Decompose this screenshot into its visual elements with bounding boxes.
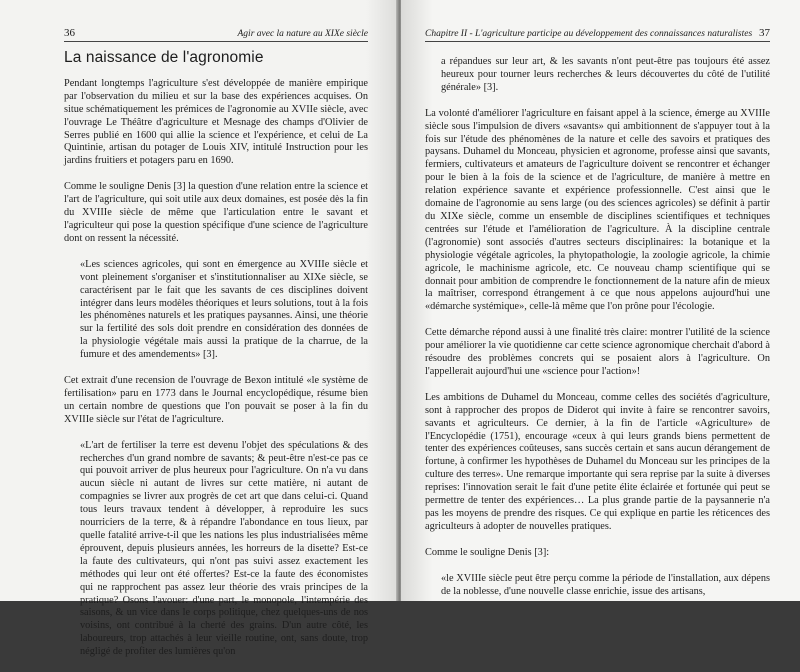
block-quote: «L'art de fertiliser la terre est devenu l'objet des spéculations & des recherches d'un grand nombre de savants; & peut-être n'est-ce pas ce qui pouvoit arriver de plus heureux pour l'agriculture. On n'a vu dans aucun siècle ni autant de livres sur cette matière, ni autant de compagnies se livrer aux progrès de cet art que dans celui-ci. Quand tous leurs travaux tendent à développer, à reproduire les sucs nourriciers de la terre, & à répandre l'abondance en tous lieux, par quelle fatalité arrive-t-il que les nations les plus industrialisées même éprouvent, depuis plusieurs années, les horreurs de la disette? Est-ce la faute des cultivateurs, qui n'ont pas suivi assez exactement les méthodes qui leur ont été offertes? Est-ce la faute des économistes qui ne rapprochent pas assez leur théorie des vrais principes de la pratique? Osons l'avouer: d'une part, le monopole, l'intempérie des saisons, & un vice dans le corps politique, chez quelques-uns de nos voisins, ont contribué à la cherté des grains. D'un autre côté, les laboureurs, trop attachés à leur vieille routine, ont, sans doute, trop négligé de profiter des lumières qu'on (80, 439, 368, 658)
paragraph: Les ambitions de Duhamel du Monceau, comme celles des sociétés d'agriculture, sont à rapprocher des propos de Diderot qui invite à faire se rencontrer savoirs, savants et agriculteurs. Ce dernier, à la fin de l'article «Agriculture» de l'Encyclopédie (1751), encourage «ceux à qui leurs grands biens permettent de tenter des expériences coûteuses, sans succès certain et sans aucun dérangement de fortune, à confirmer les hypothèses de Duhamel du Monceau sur les principes de la culture des terres». Une remarque importante qui sera reprise par la suite à diverses reprises: l'innovation serait le fait d'une petite élite éclairée et fortunée qui peut se permettre de tenter des expériences… La plus grande partie de la paysannerie n'a pas les moyens de prendre des risques. Ce qui explique en partie les réticences des agriculteurs à adopter de nouvelles pratiques. (425, 391, 770, 532)
paragraph: Comme le souligne Denis [3] la question d'une relation entre la science et l'art de l'agriculture, qui soit utile aux deux domaines, est posée dès la fin du XVIIIe siècle de même que l'articulation entre le savant et l'agriculteur qui pose la question spécifique d'une science de l'agriculture dont on ressent la nécessité. (64, 181, 368, 244)
right-page (401, 0, 800, 601)
section-title: La naissance de l'agronomie (64, 49, 264, 66)
right-header-rule (425, 41, 770, 42)
left-running-head (64, 27, 368, 39)
block-quote: «le XVIIIe siècle peut être perçu comme la période de l'installation, aux dépens de la noblesse, d'une nouvelle classe enrichie, issue des artisans, (441, 572, 770, 597)
paragraph: Cette démarche répond aussi à une finalité très claire: montrer l'utilité de la science pour améliorer la vie quotidienne car cette science agronomique cherchait d'abord à résoudre des problèmes concrets qui se posaient alors à l'agriculture. On l'appellerait aujourd'hui une «science pour l'action»! (425, 327, 770, 377)
paragraph: Cet extrait d'une recension de l'ouvrage de Bexon intitulé «le système de fertilisation» paru en 1773 dans le Journal encyclopédique, résume bien un certain nombre de questions que l'on pouvait se poser à la fin du XVIIIe siècle sur l'état de l'agriculture. (64, 375, 368, 425)
paragraph: La volonté d'améliorer l'agriculture en faisant appel à la science, émerge au XVIIIe siècle sous l'impulsion de divers «savants» qui ambitionnent de s'appuyer tout à la fois sur l'étude des phénomènes de la nature et celle des savoirs et pratiques des paysans. Duhamel du Monceau, physicien et agronome, professe ainsi que savants, fermiers, cultivateurs et amateurs de l'agriculture doivent se rencontrer et échanger pour le bien à la fois de la science et de l'agriculture, de manière à mettre en relation expérience savante et expérience professionnelle. C'est ainsi que le domaine de l'agronomie au sens large (ou des sciences agricoles) se définit à partir du XIXe siècle, comme un ensemble de disciplines scientifiques et techniques centrées sur l'étude et l'amélioration de l'agriculture. À la discipline centrale (l'agronomie) sont associés d'autres secteurs disciplinaires: la botanique et la physiologie végétale agricoles, la phytopathologie, la zoologie agricole, la chimie agricole, le machinisme agricole, etc. Ce nouveau champ scientifique qui se donnait pour ambition de comprendre le fonctionnement de la nature afin de mieux la maîtriser, correspond étrangement à ce que nous appelons aujourd'hui une «démarche systémique», celle-là même que l'on prône pour l'écologie. (425, 107, 770, 313)
block-quote: «Les sciences agricoles, qui sont en émergence au XVIIIe siècle et vont pleinement s'organiser et s'institutionnaliser au XIXe siècle, se caractérisent par le fait que les savants de ces disciplines doivent intégrer dans leurs modèles théoriques et leurs solutions, tout à la fois les phénomènes naturels et les pratiques paysannes. Ainsi, une théorie sur la fertilité des sols doit prendre en considération des données de la physiologie végétale mais aussi la pratique de la charrue, de la fumure et des amendements» [3]. (80, 258, 368, 361)
paragraph: Comme le souligne Denis [3]: (425, 546, 550, 558)
right-body-text (425, 56, 770, 612)
left-page-number: 36 (64, 27, 75, 39)
left-running-title: Agir avec la nature au XIXe siècle (237, 29, 368, 39)
left-page (0, 0, 398, 658)
right-running-head (425, 27, 770, 39)
left-body-text (64, 49, 368, 672)
block-quote: a répandues sur leur art, & les savants n'ont peut-être pas toujours été assez heureux pour tourner leurs recherches & leurs découvertes du côté de l'utilité générale» [3]. (441, 56, 770, 93)
left-header-rule (64, 41, 368, 42)
paragraph: Pendant longtemps l'agriculture s'est développée de manière empirique par l'observation du milieu et sur la base des expériences acquises. On situe schématiquement les prémices de l'agronomie au XVIIe siècle, avec l'ouvrage Le Théâtre d'agriculture et Mesnage des champs d'Olivier de Serres publié en 1600 qui allie la science et l'expérience, et celui de La Quintinie, artisan du potager de Louis XIV, intitulé Instruction pour les jardins fruitiers et potagers paru en 1690. (64, 77, 368, 167)
right-page-number: 37 (759, 27, 770, 39)
right-running-title: Chapitre II - L'agriculture participe au développement des connaissances naturalistes (425, 29, 753, 39)
